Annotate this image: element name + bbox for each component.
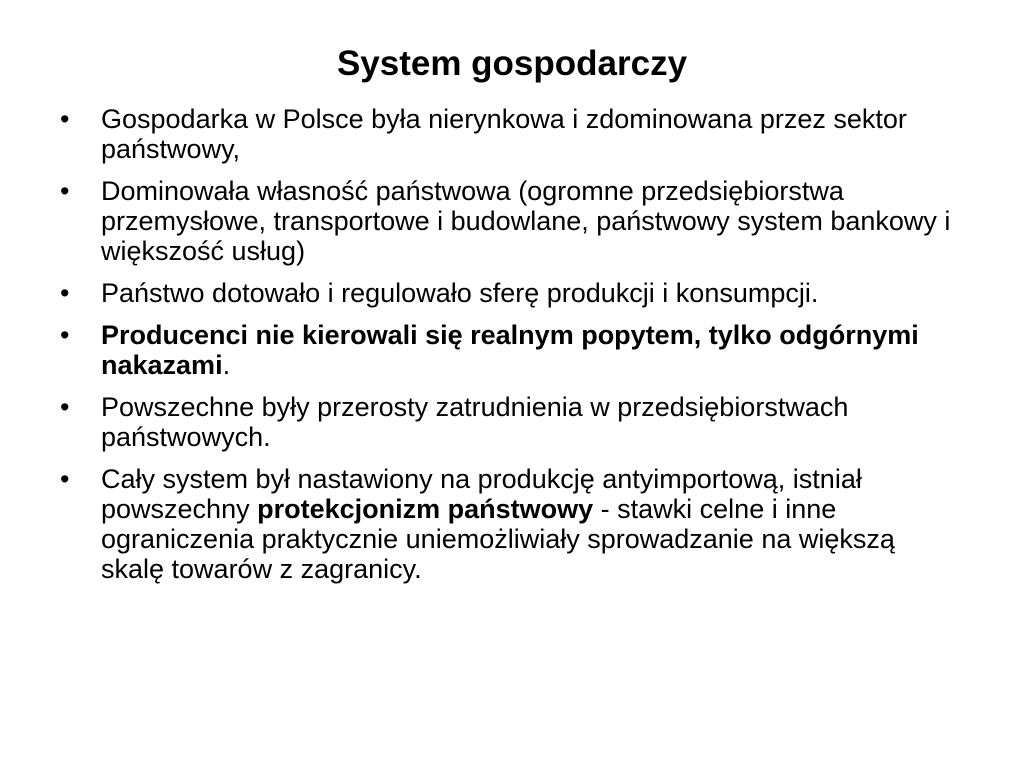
bullet-dot-icon: • [60, 278, 70, 308]
bullet-bold-text: protekcjonizm państwowy [257, 494, 594, 524]
bullet-dot-icon: • [60, 176, 70, 206]
bullet-item-state-subsidies [60, 278, 960, 308]
bullet-dot-icon: • [60, 320, 70, 350]
bullet-item-state-ownership [60, 176, 960, 266]
bullet-item-overemployment [60, 392, 960, 452]
bullet-text-after: . [222, 350, 231, 380]
bullet-text-before: Cały system był nastawiony na produkcję antyimportową, istniał powszechny [101, 464, 862, 524]
bullet-list [60, 104, 960, 596]
bullet-text: Dominowała własność państwowa (ogromne przedsiębiorstwa przemysłowe, transportowe i budowlane, państwowy system bankowy i większość usług) [101, 176, 951, 266]
bullet-text: Gospodarka w Polsce była nierynkowa i zdominowana przez sektor państwowy, [101, 104, 907, 164]
bullet-item-protectionism [60, 464, 960, 584]
bullet-dot-icon: • [60, 392, 70, 422]
bullet-text: Państwo dotowało i regulowało sferę produkcji i konsumpcji. [101, 278, 819, 308]
slide-title: System gospodarczy [336, 44, 688, 83]
bullet-item-producers-orders [60, 320, 960, 380]
bullet-bold-text: Producenci nie kierowali się realnym popytem, tylko odgórnymi nakazami [101, 320, 919, 380]
bullet-item-economy-nonmarket [60, 104, 960, 164]
bullet-text: Powszechne były przerosty zatrudnienia w przedsiębiorstwach państwowych. [101, 392, 849, 452]
bullet-dot-icon: • [60, 464, 70, 494]
bullet-dot-icon: • [60, 104, 70, 134]
bullet-text-after: - stawki celne i inne ograniczenia praktycznie uniemożliwiały sprowadzanie na większą skalę towarów z zagranicy. [101, 494, 895, 584]
